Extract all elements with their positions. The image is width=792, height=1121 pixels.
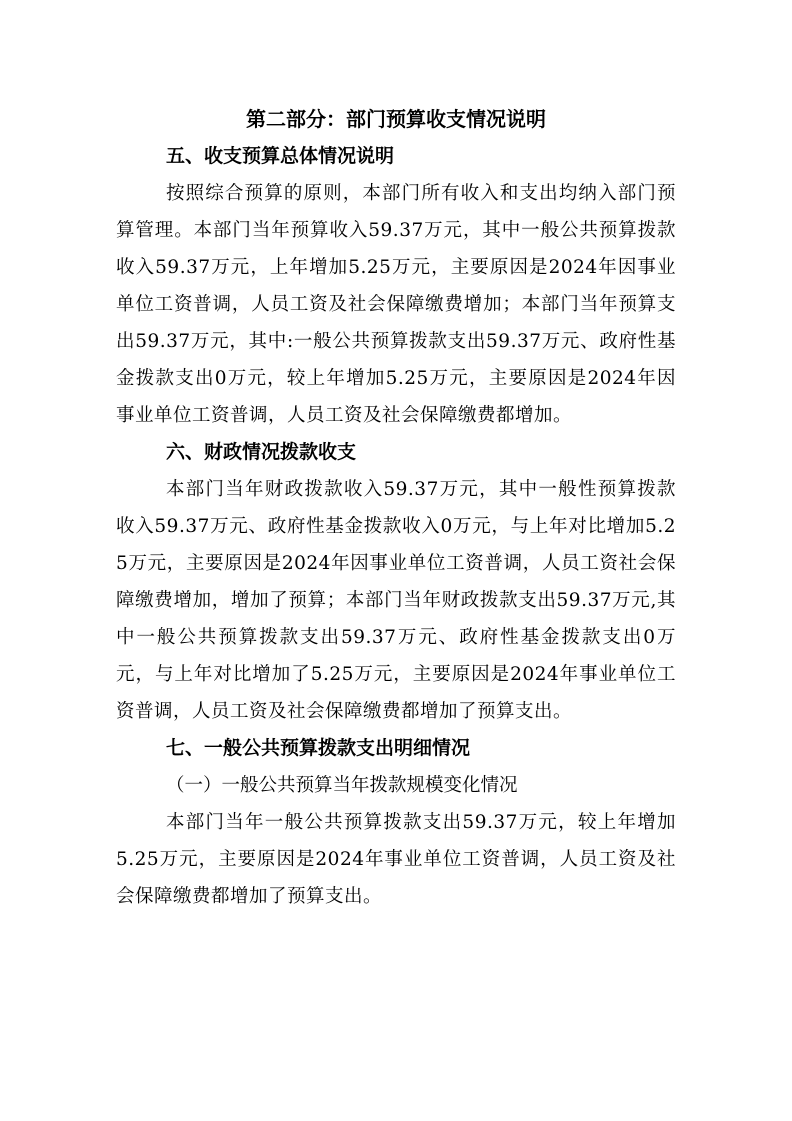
section-fiscal-appropriation xyxy=(116,434,676,730)
section-subheading: （一）一般公共预算当年拨款规模变化情况 xyxy=(166,775,518,796)
section-overall-budget xyxy=(116,138,676,434)
section-heading: 六、财政情况拨款收支 xyxy=(166,441,357,463)
section-paragraph: 本部门当年财政拨款收入59.37万元，其中一般性预算拨款收入59.37万元、政府性基金拨款收入0万元，与上年对比增加5.25万元，主要原因是2024年因事业单位工资普调，人员工资社会保障缴费增加，增加了预算；本部门当年财政拨款支出59.37万元,其中一般公共预算拨款支出59.37万元、政府性基金拨款支出0万元，与上年对比增加了5.25万元，主要原因是2024年事业单位工资普调，人员工资及社会保障缴费都增加了预算支出。 xyxy=(116,479,676,722)
section-general-public-budget xyxy=(116,730,676,915)
page-title: 第二部分：部门预算收支情况说明 xyxy=(246,107,546,131)
section-heading: 七、一般公共预算拨款支出明细情况 xyxy=(166,737,471,759)
section-heading: 五、收支预算总体情况说明 xyxy=(166,145,395,167)
section-paragraph: 按照综合预算的原则，本部门所有收入和支出均纳入部门预算管理。本部门当年预算收入59.37万元，其中一般公共预算拨款收入59.37万元，上年增加5.25万元，主要原因是2024年因事业单位工资普调，人员工资及社会保障缴费增加；本部门当年预算支出59.37万元，其中:一般公共预算拨款支出59.37万元、政府性基金拨款支出0万元，较上年增加5.25万元，主要原因是2024年因事业单位工资普调，人员工资及社会保障缴费都增加。 xyxy=(116,183,676,426)
document-page xyxy=(116,100,676,915)
section-paragraph: 本部门当年一般公共预算拨款支出59.37万元，较上年增加5.25万元，主要原因是2024年事业单位工资普调，人员工资及社会保障缴费都增加了预算支出。 xyxy=(116,812,676,907)
